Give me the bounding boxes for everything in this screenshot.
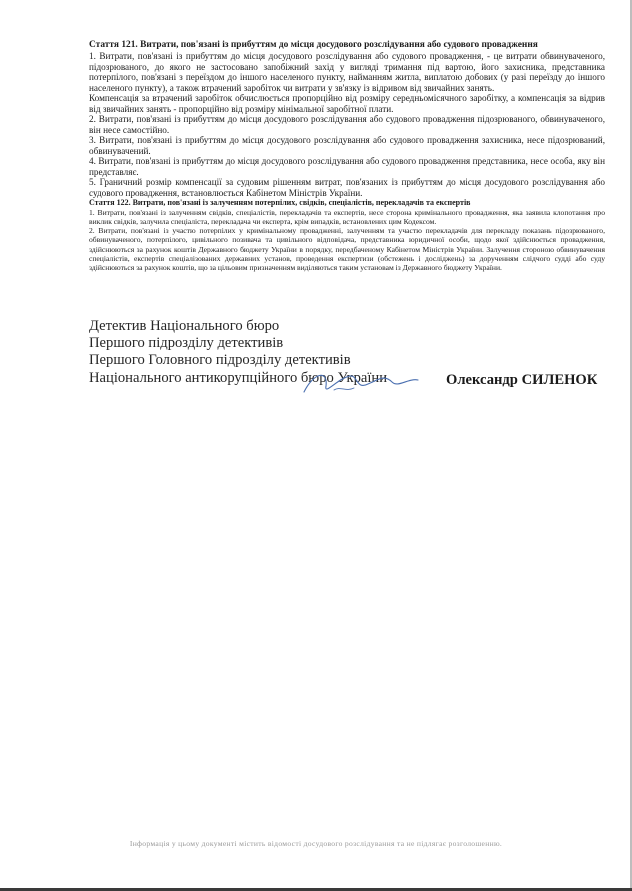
signatory-name: Олександр СИЛЕНОК [446, 372, 598, 388]
article-121-paragraph-2: 2. Витрати, пов'язані із прибуттям до місця досудового розслідування або судового провадження підозрюваного, обвинуваченого, він несе самостійно. [89, 114, 605, 135]
article-121-paragraph-3: 3. Витрати, пов'язані із прибуттям до місця досудового розслідування або судового провадження захисника, несе підозрюваний, обвинувачений. [89, 135, 605, 156]
position-line-4: Національного антикорупційного бюро України [89, 369, 388, 386]
legal-text-block [89, 40, 605, 273]
article-121-paragraph-1b: Компенсація за втрачений заробіток обчислюється пропорційно від розміру середньомісячного заробітку, а компенсація за відрив від звичайних занять - пропорційно від розміру мінімальної заробітної плати. [89, 93, 605, 114]
article-121-title: Стаття 121. Витрати, пов'язані із прибуттям до місця досудового розслідування або судового провадження [89, 40, 538, 50]
position-line-3: Першого Головного підрозділу детективів [89, 352, 351, 369]
article-121-paragraph-5: 5. Граничний розмір компенсації за судовим рішенням витрат, пов'язаних із прибуттям до місця досудового розслідування або судового провадження, встановлюється Кабінетом Міністрів України. [89, 177, 605, 198]
position-line-2: Першого підрозділу детективів [89, 335, 284, 352]
article-122-paragraph-2: 2. Витрати, пов'язані із участю потерпілих у кримінальному провадженні, залученням та участю перекладачів для перекладу показань підозрюваного, обвинуваченого, потерпілого, цивільного позивача та цивільного відповідача, представника юридичної особи, щодо якої здійснюється провадження, здійснюються за рахунок коштів Державного бюджету України в порядку, передбаченому Кабінетом Міністрів України. Залучення стороною обвинувачення спеціалістів, експертів спеціалізованих державних установ, проведення експертизи (обстежень і досліджень) за дорученням слідчого судді або суду здійснюються за рахунок коштів, що за цільовим призначенням виділяються таким установам із Державного бюджету України. [89, 226, 605, 273]
handwritten-signature [298, 366, 448, 400]
position-line-1: Детектив Національного бюро [89, 318, 280, 334]
article-121-paragraph-1: 1. Витрати, пов'язані із прибуттям до місця досудового розслідування або судового провадження, - це витрати обвинуваченого, підозрюваного, до якого не застосовано запобіжний захід у вигляді тримання під вартою, його захисника, представника потерпілого, пов'язані з переїздом до іншого населеного пункту, найманням житла, виплатою добових (у разі переїзду до іншого населеного пункту), а також втрачений заробіток чи витрати у зв'язку із відривом від звичайних занять. [89, 51, 605, 93]
article-122-paragraph-1: 1. Витрати, пов'язані із залученням свідків, спеціалістів, перекладачів та експертів, несе сторона кримінального провадження, яка заявила клопотання про виклик свідків, залучила спеціаліста, перекладача чи експерта, крім випадків, встановлених цим Кодексом. [89, 207, 605, 226]
confidentiality-notice: Інформація у цьому документі містить відомості досудового розслідування та не підлягає розголошенню. [129, 839, 503, 848]
article-122-title: Стаття 122. Витрати, пов'язані із залученням потерпілих, свідків, спеціалістів, перекладачів та експертів [89, 198, 471, 207]
article-121-paragraph-4: 4. Витрати, пов'язані із прибуттям до місця досудового розслідування або судового провадження представника, несе особа, яку він представляє. [89, 156, 605, 177]
